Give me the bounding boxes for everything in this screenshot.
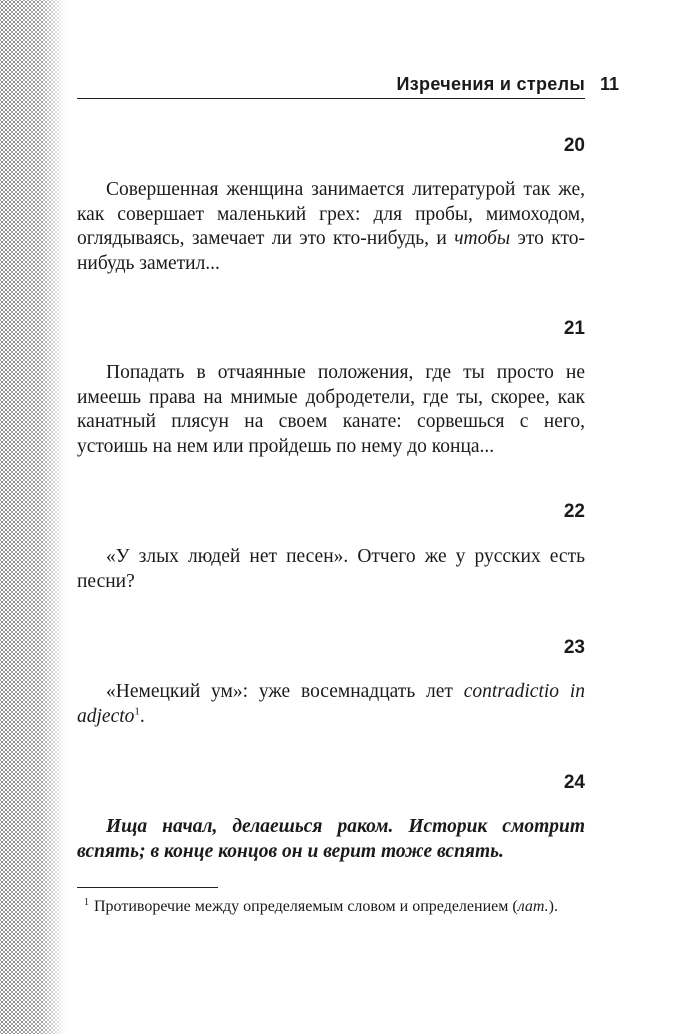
page-number: 11 [600,74,620,94]
aphorism-text-20-part-b: это кто-нибудь заметил... [77,228,585,274]
footnote-text-part-b: ). [548,898,558,915]
aphorism-text-23 [77,680,585,729]
footnote-text-italic: лат. [517,898,549,915]
footnote-text-part-a: Противоречие между определяемым словом и определением ( [94,898,518,915]
aphorism-text-20 [77,178,585,276]
aphorism-text-21: Попадать в отчаянные положения, где ты просто не имеешь права на мнимые добродетели, где ты, скорее, как канатный плясун на своем канате: сорвешься с него, устоишь на нем или пройдешь по нему до конца... [77,362,585,457]
running-title: Изречения и стрелы [396,74,585,94]
aphorism-number-23: 23 [563,637,585,658]
page-edge-halftone [0,0,66,1034]
aphorism-number-24: 24 [563,772,585,793]
aphorism-text-24: Ища начал, делаешься раком. Историк смотрит вспять; в конце концов он и верит тоже вспять. [77,816,585,862]
aphorism-text-20-italic: чтобы [454,228,511,249]
aphorism-text-20-part-a: Совершенная женщина занимается литературой так же, как совершает маленький грех: для пробы, мимоходом, оглядываясь, замечает ли это кто-нибудь, и [77,179,585,249]
aphorism-number-22: 22 [563,501,585,522]
aphorism-number-21: 21 [563,318,585,339]
aphorism-number-20: 20 [563,135,585,156]
running-head [77,74,585,99]
footnote [77,897,604,917]
aphorism-text-23-italic: contradictio in adjecto [77,681,585,727]
footnote-mark: 1 [84,896,89,908]
aphorism-text-23-part-a: «Немецкий ум»: уже восемнадцать лет [106,681,464,702]
aphorism-text-22: «У злых людей нет песен». Отчего же у русских есть песни? [77,546,585,592]
footnote-separator [77,887,218,888]
footnote-reference: 1 [134,705,140,717]
aphorism-text-23-part-b: . [139,705,145,727]
